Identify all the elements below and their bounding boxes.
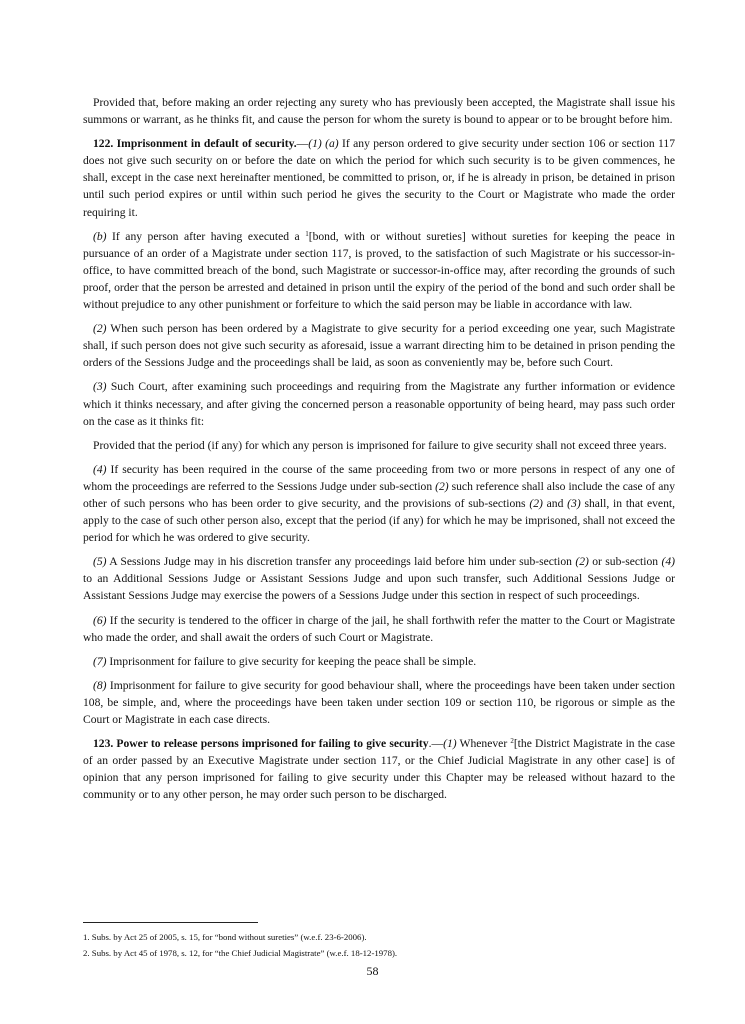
section-122-proviso: Provided that the period (if any) for which any person is imprisoned for failure to give security shall not exceed three years. — [93, 438, 667, 452]
footnote-separator — [83, 922, 258, 923]
section-122-subsection-4: (4) If security has been required in the course of the same proceeding from two or more persons in respect of any one of whom the proceedings are referred to the Sessions Judge under sub-section (2) such reference shall also include the case of any other of such persons who has been order to give security, and the provisions of sub-sections (2) and (3) shall, in that event, apply to the case of such other person also, except that the period (if any) for which he may be imprisoned, shall not exceed the period for which he was ordered to give security. — [83, 462, 675, 545]
section-122-subsection-2: (2) When such person has been ordered by a Magistrate to give security for a period exceeding one year, such Magistrate shall, if such person does not give such security as aforesaid, issue a warrant directing him to be detained in prison pending the orders of the Sessions Judge and the proceedings shall be laid, as soon as conveniently may be, before such Court. — [83, 322, 675, 370]
section-122-subsection-6: (6) If the security is tendered to the officer in charge of the jail, he shall forthwith refer the matter to the Court or Magistrate who made the order, and shall await the orders of such Court or Magistrate. — [83, 613, 675, 644]
page-body — [83, 94, 675, 810]
page-number: 58 — [366, 964, 379, 978]
section-122-subsection-5: (5) A Sessions Judge may in his discretion transfer any proceedings laid before him under sub-section (2) or sub-section (4) to an Additional Sessions Judge or Assistant Sessions Judge and upon such transfer, such Additional Sessions Judge or Assistant Sessions Judge may exercise the powers of a Sessions Judge under this section in respect of such proceedings. — [83, 555, 675, 603]
section-122-subsection-1a: 122. Imprisonment in default of security.—(1) (a) If any person ordered to give security under section 106 or section 117 does not give such security on or before the date on which the period for which such security is to be given commences, he shall, except in the case next hereinafter mentioned, be committed to prison, or, if he is already in prison, be detained in prison until such period expires or until within such period he gives the security to the Court or Magistrate who made the order requiring it. — [83, 137, 676, 219]
footnote-ref-1: 1 — [305, 229, 309, 238]
section-122-subsection-7: (7) Imprisonment for failure to give security for keeping the peace shall be simple. — [93, 654, 477, 668]
section-122-subsection-1b: (b) If any person after having executed a $^1$[bond, with or without sureties] without sureties for keeping the peace in pursuance of an order of a Magistrate under section 117, is proved, to the satisfaction of such Magistrate or his successor-in-office, to have committed breach of the bond, such Magistrate or successor-in-office may, after recording the grounds of such proof, order that the person be arrested and detained in prison until the expiry of the period of the bond and such order shall be without prejudice to any other punishment or forfeiture to which the said person may be liable in accordance with law. — [83, 229, 675, 312]
section-122-subsection-3: (3) Such Court, after examining such proceedings and requiring from the Magistrate any further information or evidence which it thinks necessary, and after giving the concerned person a reasonable opportunity of being heard, may pass such order on the case as it thinks fit: — [83, 380, 675, 428]
section-123-subsection-1: 123. Power to release persons imprisoned for failing to give security.—(1) Whenever $^2$[the District Magistrate in the case of an order passed by an Executive Magistrate under section 117, or the Chief Judicial Magistrate in any other case] is of opinion that any person imprisoned for failing to give security under this Chapter may be released without hazard to the community or to any other person, he may order such person to be discharged. — [83, 737, 675, 802]
footnote-2: 2. Subs. by Act 45 of 1978, s. 12, for “the Chief Judicial Magistrate” (w.e.f. 18-12-1978). — [83, 948, 398, 958]
section-123-heading: 123. Power to release persons imprisoned for failing to give security — [93, 737, 429, 751]
footnote-ref-2: 2 — [510, 737, 514, 746]
footnote-1: 1. Subs. by Act 25 of 2005, s. 15, for “bond without sureties” (w.e.f. 23-6-2006). — [83, 932, 367, 942]
section-122-heading: 122. Imprisonment in default of security. — [93, 137, 297, 151]
proviso-paragraph: Provided that, before making an order rejecting any surety who has previously been accepted, the Magistrate shall issue his summons or warrant, as he thinks fit, and cause the person for whom the surety is bound to appear or to be brought before him. — [83, 96, 675, 127]
section-122-subsection-8: (8) Imprisonment for failure to give security for good behaviour shall, where the proceedings have been taken under section 108, be simple, and, where the proceedings have been taken under section 109 or section 110, be rigorous or simple as the Court or Magistrate in each case directs. — [83, 678, 675, 726]
